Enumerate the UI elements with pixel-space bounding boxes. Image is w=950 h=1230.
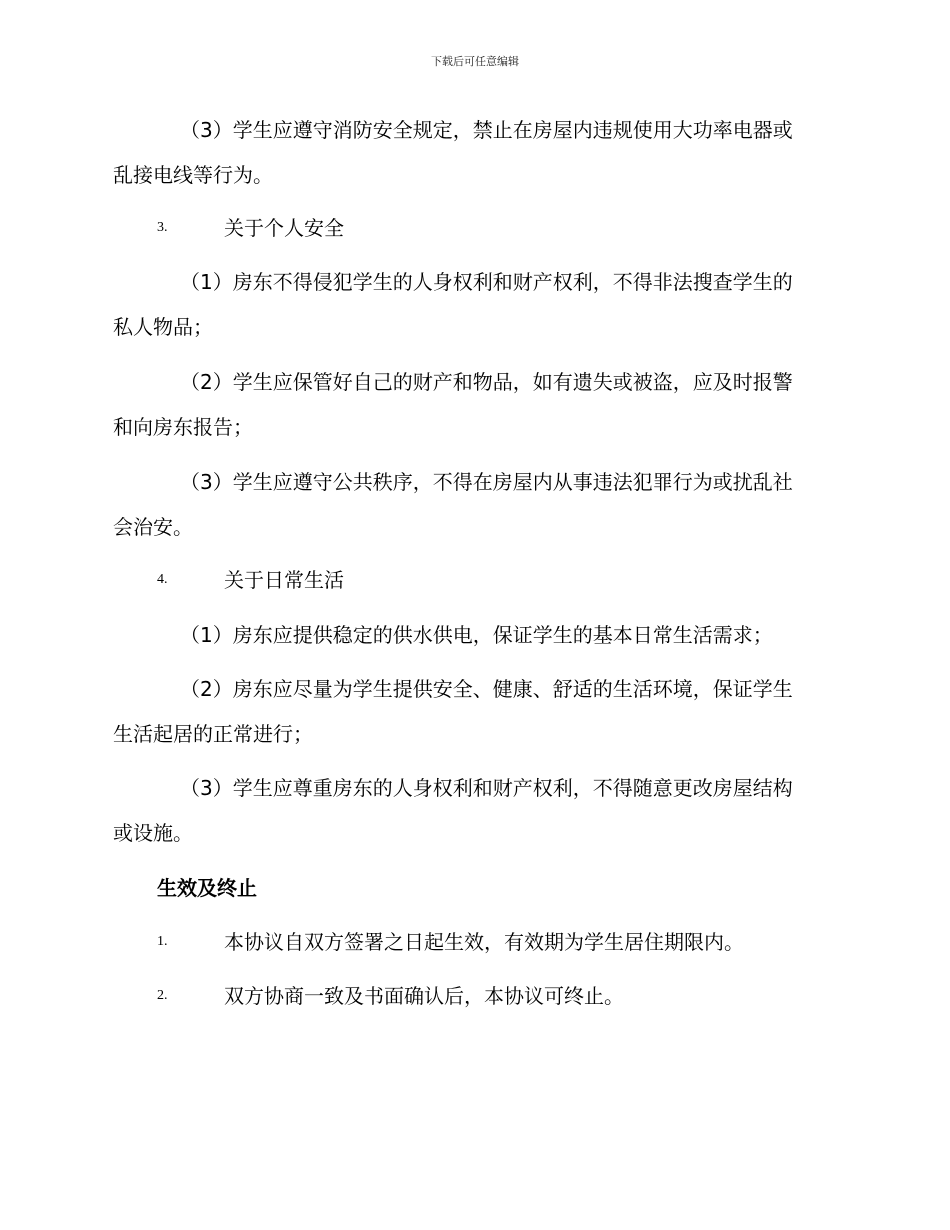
list-item-line: 私人物品； — [113, 315, 213, 339]
list-item-line: 和向房东报告； — [113, 415, 253, 439]
list-item-line: （2）学生应保管好自己的财产和物品，如有遗失或被盗，应及时报警 — [180, 370, 793, 394]
list-item-line: （1）房东应提供稳定的供水供电，保证学生的基本日常生活需求； — [180, 623, 773, 647]
list-item-line: 会治安。 — [113, 515, 193, 539]
list-item-line: 生活起居的正常进行； — [113, 722, 313, 746]
item-number: 2. — [157, 988, 168, 1003]
list-item-line: （3）学生应尊重房东的人身权利和财产权利，不得随意更改房屋结构 — [180, 776, 793, 800]
section-title: 关于个人安全 — [224, 216, 344, 240]
list-item-line: 或设施。 — [113, 821, 193, 845]
list-item-line: （2）房东应尽量为学生提供安全、健康、舒适的生活环境，保证学生 — [180, 677, 793, 701]
list-item-line: （1）房东不得侵犯学生的人身权利和财产权利，不得非法搜查学生的 — [180, 270, 793, 294]
list-item-line: 双方协商一致及书面确认后，本协议可终止。 — [224, 984, 624, 1008]
page-header: 下载后可任意编辑 — [431, 55, 519, 68]
list-item-line: 本协议自双方签署之日起生效，有效期为学生居住期限内。 — [224, 930, 744, 954]
section-number: 4. — [157, 572, 168, 587]
paragraph-line: （3）学生应遵守消防安全规定，禁止在房屋内违规使用大功率电器或 — [180, 118, 793, 142]
section-number: 3. — [157, 220, 168, 235]
section-title: 关于日常生活 — [224, 568, 344, 592]
item-number: 1. — [157, 934, 168, 949]
list-item-line: （3）学生应遵守公共秩序，不得在房屋内从事违法犯罪行为或扰乱社 — [180, 470, 793, 494]
section-heading: 生效及终止 — [157, 876, 257, 900]
paragraph-line: 乱接电线等行为。 — [113, 163, 273, 187]
